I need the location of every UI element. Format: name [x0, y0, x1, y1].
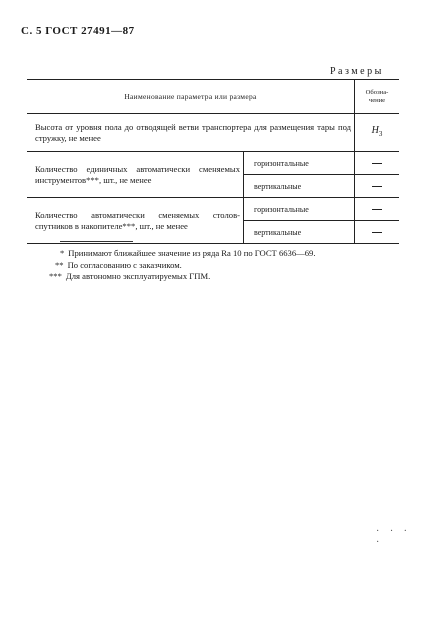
row-value-vertical [355, 175, 400, 198]
row-value-vertical [355, 221, 400, 244]
footnote-2 [20, 260, 400, 272]
row-code [355, 114, 400, 152]
table-row [27, 114, 399, 152]
column-header-code-line1: Обозна- [365, 88, 389, 96]
footnote-3 [20, 271, 400, 283]
table-row [27, 198, 399, 221]
code-subscript: 3 [378, 130, 383, 138]
orientation-horizontal: горизонтальные [244, 198, 355, 221]
dash-mark [372, 209, 382, 210]
footnote-mark: *** [49, 271, 62, 281]
dash-mark [372, 232, 382, 233]
row-value-horizontal [355, 198, 400, 221]
column-header-code-line2: чение [368, 96, 386, 104]
orientation-vertical: вертикальные [244, 175, 355, 198]
row-name: Количество автоматически сменяемых столов-спутников в накопителе***, шт., не менее [27, 198, 244, 244]
footnote-mark: * [60, 248, 65, 258]
orientation-vertical: вертикальные [244, 221, 355, 244]
row-value-horizontal [355, 152, 400, 175]
orientation-horizontal: горизонтальные [244, 152, 355, 175]
page-header: С. 5 ГОСТ 27491—87 [21, 25, 135, 37]
footnote-rule [60, 241, 133, 242]
footnote-1 [20, 248, 400, 260]
footnote-mark: ** [55, 259, 64, 270]
table-header-row [27, 80, 399, 114]
footnote-text: Для автономно эксплуатируемых ГПМ. [65, 271, 211, 281]
row-name: Высота от уровня пола до отводящей ветви транспортера для размещения тары под стружку, не менее [27, 114, 355, 152]
table-row [27, 152, 399, 175]
sizes-caption: Размеры [330, 66, 384, 77]
code-letter: $H_3$ [371, 125, 383, 138]
footnote-text: Принимают ближайшее значение из ряда Ra 10 по ГОСТ 6636—69. [68, 248, 316, 258]
footnote-text: По согласованию с заказчиком. [67, 259, 182, 270]
dash-mark [372, 163, 382, 164]
row-name: Количество единичных автоматически сменяемых инструментов***, шт., не менее [27, 152, 244, 198]
column-header-code [355, 80, 400, 114]
parameters-table [27, 79, 399, 244]
dash-mark [372, 186, 382, 187]
scan-edge-dots: · · · · [376, 526, 411, 548]
column-header-name: Наименование параметра или размера [27, 80, 355, 114]
footnotes [20, 248, 400, 283]
